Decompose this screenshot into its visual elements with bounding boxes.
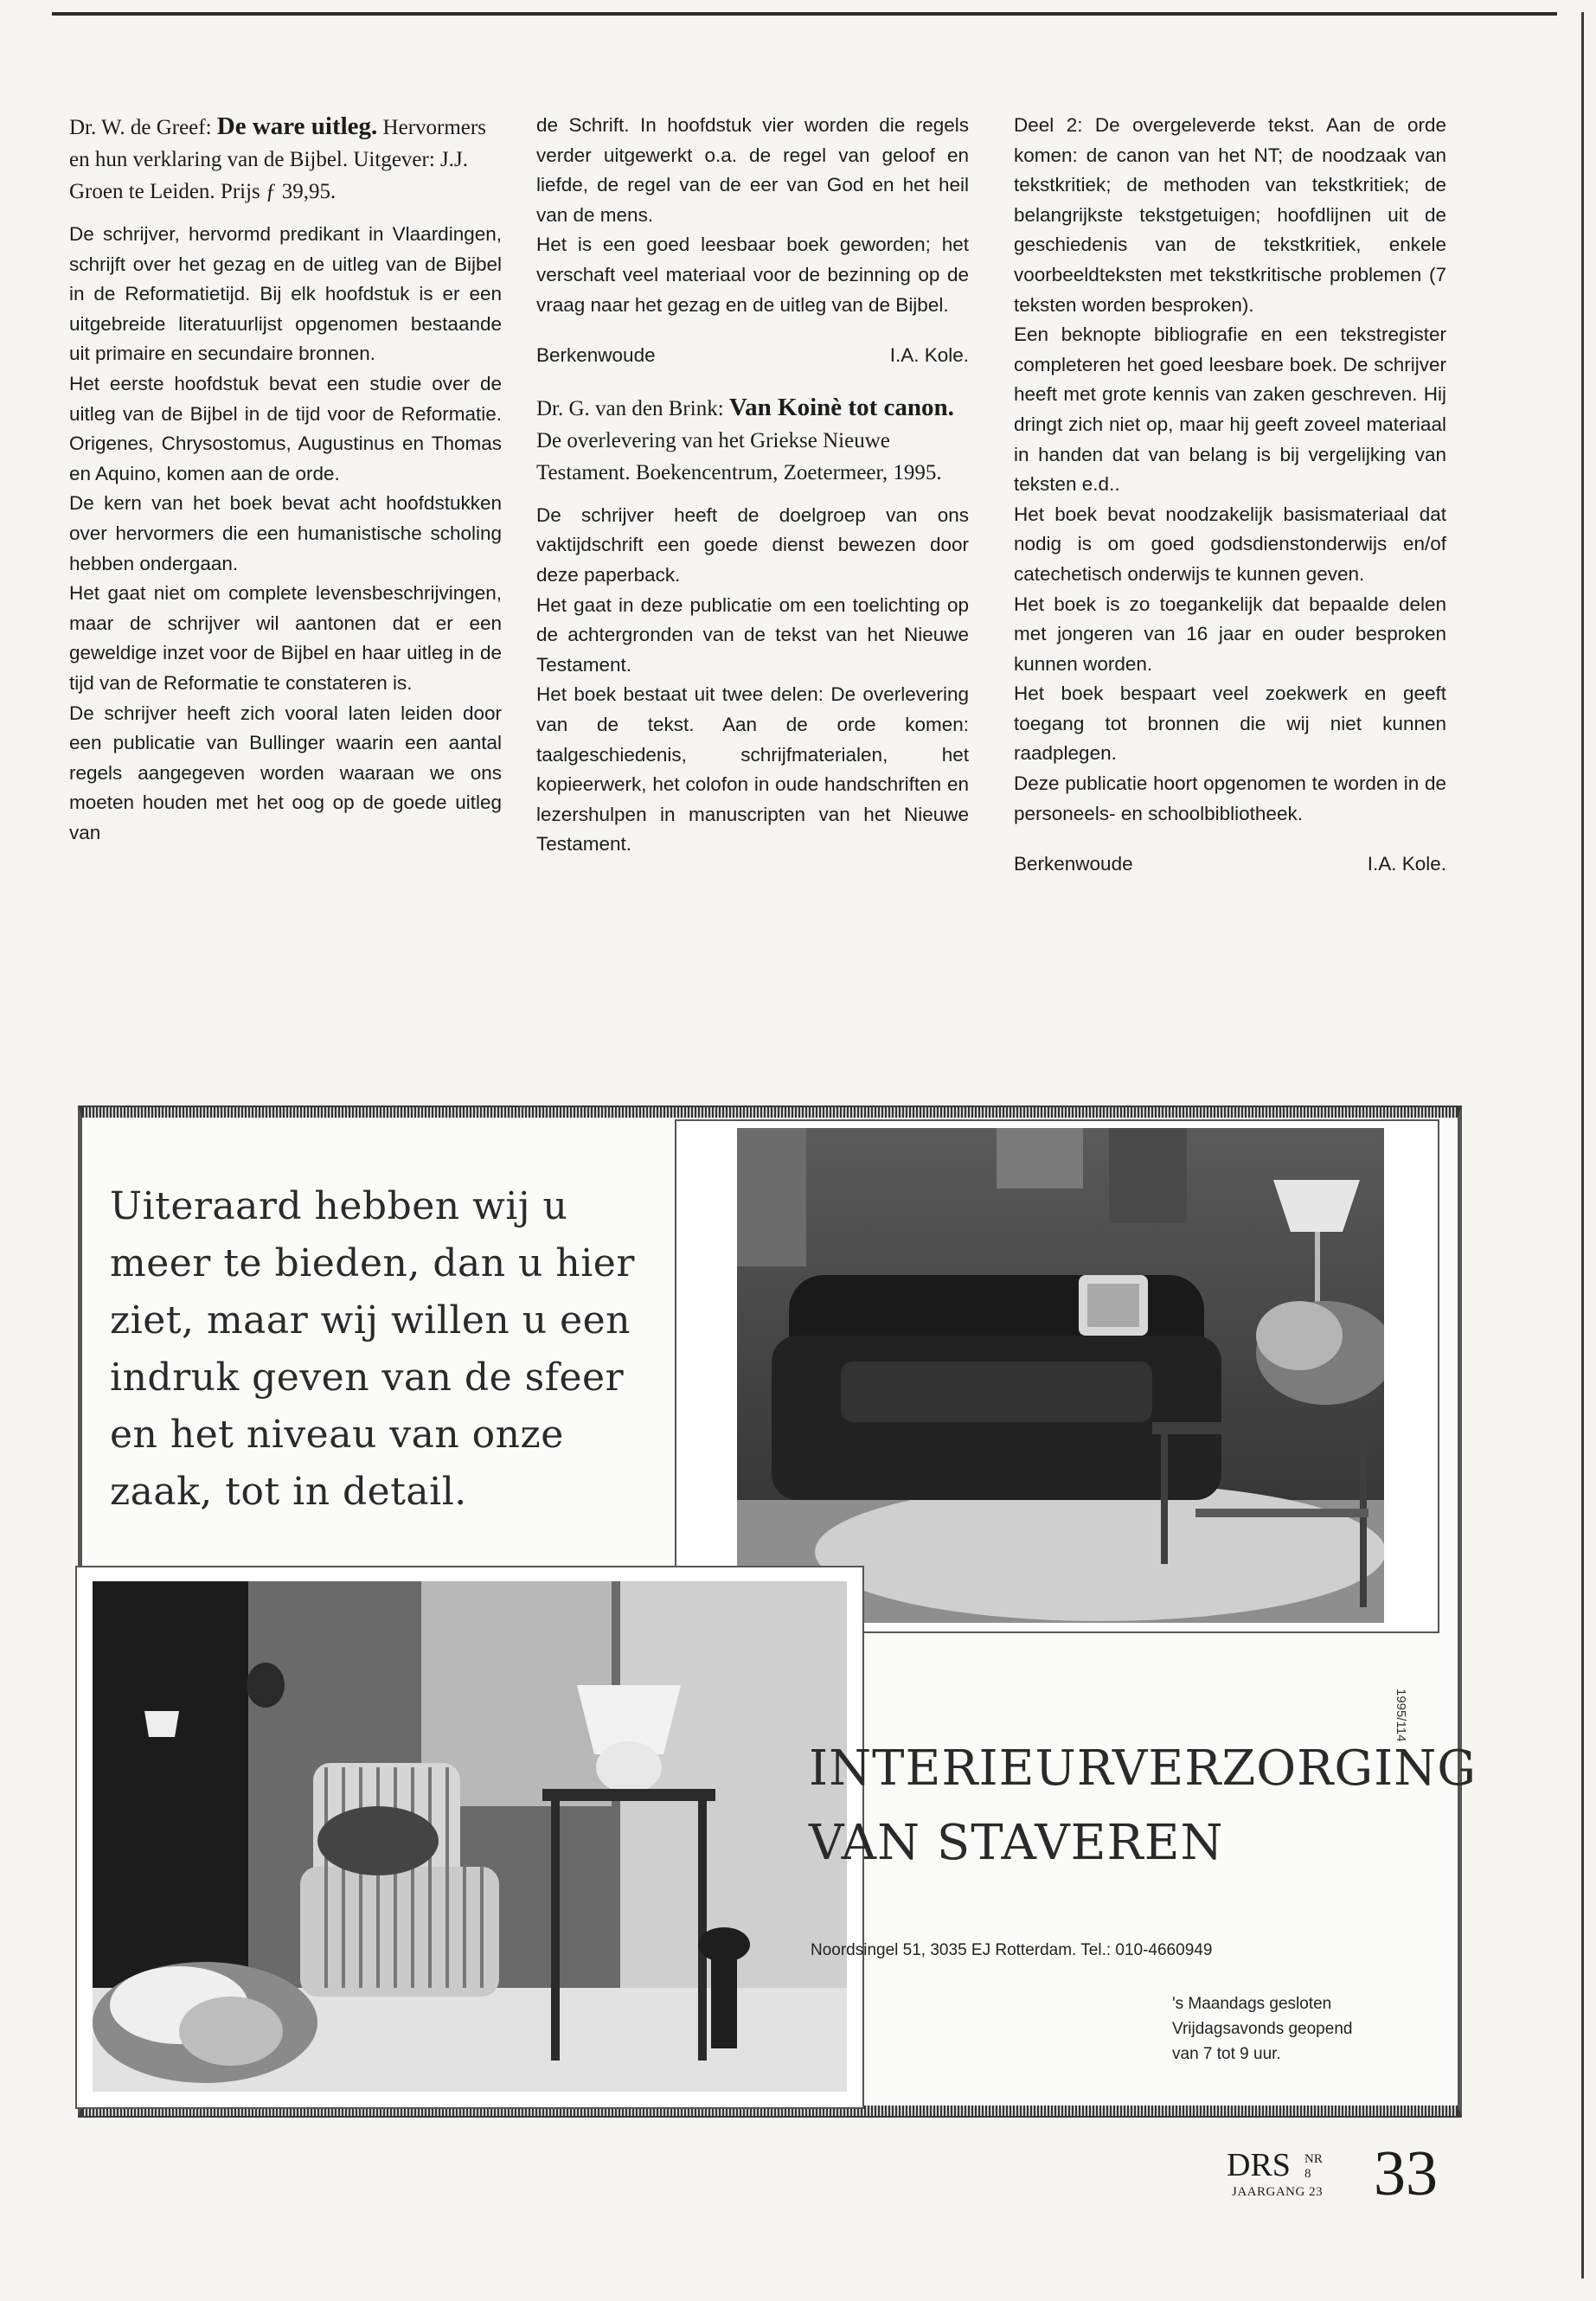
- review2-paragraph: Het boek bestaat uit twee delen: De overlevering van de tekst. Aan de orde komen: taalgeschiedenis, schrijfmaterialen, het kopieerwerk, het colofon in oude handschriften en lezershulpen in manuscripten van het Nieuwe Testament.: [536, 683, 969, 856]
- volume-label: JAARGANG 23: [1232, 2185, 1324, 2199]
- review2-title: Van Koinè tot canon.: [728, 393, 954, 421]
- review2-paragraph: Een beknopte bibliografie en een tekstregister completeren het goed leesbare boek. De schrijver heeft met grote kennis van zaken geschreven. Hij dringt zich niet op, maar hij geeft zoveel materiaal in handen dat van belang is bij vergelijking van teksten e.d..: [1014, 324, 1446, 496]
- review2-signature: I.A. Kole.: [1367, 853, 1446, 875]
- ad-code: 1995/114: [1394, 1689, 1408, 1742]
- review1-paragraph: De schrijver, hervormd predikant in Vlaardingen, schrijft over het gezag en de uitleg van de Bijbel in de Reformatietijd. Bij elk hoofdstuk is er een uitgebreide literatuurlijst opgenomen bestaande uit primaire en secundaire bronnen.: [69, 223, 502, 365]
- column-2: [536, 111, 969, 860]
- ad-slogan-line: ziet, maar wij willen u een: [110, 1298, 631, 1343]
- opening-hours: [1172, 1991, 1352, 2067]
- ad-top-stripe: [82, 1107, 1458, 1118]
- ad-slogan: [110, 1178, 663, 1521]
- review1-paragraph: Het gaat niet om complete levensbeschrijvingen, maar de schrijver wil aantonen dat er een geweldige inzet voor de Bijbel en haar uitleg in de tijd van de Reformatie te constateren is.: [69, 582, 502, 694]
- review1-paragraph: Het eerste hoofdstuk bevat een studie over de uitleg van de Bijbel in de tijd voor de Reformatie. Origenes, Chrysostomus, Augustinus en Thomas en Aquino, komen aan de orde.: [69, 372, 502, 484]
- company-name-line1: INTERIEURVERZORGING: [809, 1740, 1477, 1797]
- page-edge-rule: [1581, 12, 1584, 2279]
- ad-slogan-line: indruk geven van de sfeer: [110, 1356, 625, 1400]
- column-3: [1014, 111, 1446, 880]
- review2-paragraph: Het boek is zo toegankelijk dat bepaalde delen met jongeren van 16 jaar en ouder besproken kunnen worden.: [1014, 593, 1446, 675]
- company-address: Noordsingel 51, 3035 EJ Rotterdam. Tel.: 010-4660949: [811, 1941, 1213, 1959]
- review1-author: Dr. W. de Greef:: [69, 116, 217, 139]
- review2-paragraph: Het gaat in deze publicatie om een toelichting op de achtergronden van de tekst van het Nieuwe Testament.: [536, 593, 969, 676]
- advertisement: [78, 1106, 1477, 2118]
- review1-paragraph: De kern van het boek bevat acht hoofdstukken over hervormers die een humanistische scholing hebben ondergaan.: [69, 492, 502, 574]
- issue-number: NR 8: [1304, 2152, 1323, 2181]
- review1-paragraph-part2: de Schrift. In hoofdstuk vier worden die regels verder uitgewerkt o.a. de regel van geloof en liefde, de regel van de eer van God en het heil van de mens.: [536, 114, 969, 226]
- review2-paragraph: De schrijver heeft de doelgroep van ons vaktijdschrift een goede dienst bewezen door deze paperback.: [536, 503, 969, 586]
- ad-slogan-line: zaak, tot in detail.: [110, 1470, 467, 1514]
- review2-author: Dr. G. van den Brink:: [536, 396, 729, 420]
- ad-slogan-line: en het niveau van onze: [110, 1413, 564, 1457]
- review1-place: Berkenwoude: [536, 344, 656, 367]
- review2-paragraph: Het boek bespaart veel zoekwerk en geeft toegang tot bronnen die wij niet kunnen raadplegen.: [1014, 683, 1446, 765]
- sofa-photo: [737, 1128, 1384, 1623]
- review1-signature-line: [536, 341, 969, 371]
- opening-hours-line: Vrijdagsavonds geopend: [1172, 2020, 1353, 2038]
- page-number: 33: [1374, 2138, 1438, 2209]
- review2-paragraph: Het boek bevat noodzakelijk basismateriaal dat nodig is om goed godsdienstonderwijs en/of catechetisch onderwijs te kunnen geven.: [1014, 503, 1446, 585]
- review2-paragraph: Deze publicatie hoort opgenomen te worden in de personeels- en schoolbibliotheek.: [1014, 772, 1446, 824]
- column-1: [69, 111, 502, 848]
- top-rule: [52, 12, 1557, 16]
- review1-paragraph-part1: De schrijver heeft zich vooral laten leiden door een publicatie van Bullinger waarin een aantal regels aangegeven worden waaraan we ons moeten houden met het oog op de goede uitleg van: [69, 702, 502, 843]
- review1-title: De ware uitleg.: [216, 112, 378, 140]
- review1-reference: [69, 111, 502, 208]
- review2-paragraph: Deel 2: De overgeleverde tekst. Aan de orde komen: de canon van het NT; de noodzaak van tekstkritiek; de methoden van tekstkritiek; de belangrijkste tekstgetuigen; hoofdlijnen uit de geschiedenis van de tekstkritiek, enkele voorbeeldteksten met tekstkritische problemen (7 teksten worden besproken).: [1014, 114, 1446, 316]
- review2-reference: [536, 392, 969, 489]
- magazine-name: DRS: [1227, 2147, 1291, 2183]
- review1-paragraph: Het is een goed leesbaar boek geworden; het verschaft veel materiaal voor de bezinning op de vraag naar het gezag en de uitleg van de Bijbel.: [536, 234, 969, 316]
- chair-photo: [93, 1581, 847, 2092]
- review2-details: De overlevering van het Griekse Nieuwe Testament. Boekencentrum, Zoetermeer, 1995.: [536, 428, 942, 484]
- opening-hours-line: 's Maandags gesloten: [1172, 1995, 1332, 2013]
- company-name: [809, 1732, 1477, 1881]
- ad-slogan-line: meer te bieden, dan u hier: [110, 1241, 635, 1285]
- review2-signature-line: [1014, 849, 1446, 880]
- company-name-line2: VAN STAVEREN: [809, 1815, 1224, 1871]
- ad-slogan-line: Uiteraard hebben wij u: [110, 1184, 568, 1228]
- review2-place: Berkenwoude: [1014, 853, 1133, 875]
- review1-details: Hervormers en hun verklaring van de Bijbel. Uitgever: J.J. Groen te Leiden. Prijs ƒ 39,95.: [69, 116, 486, 203]
- opening-hours-line: van 7 tot 9 uur.: [1172, 2045, 1281, 2063]
- review1-signature: I.A. Kole.: [889, 344, 969, 367]
